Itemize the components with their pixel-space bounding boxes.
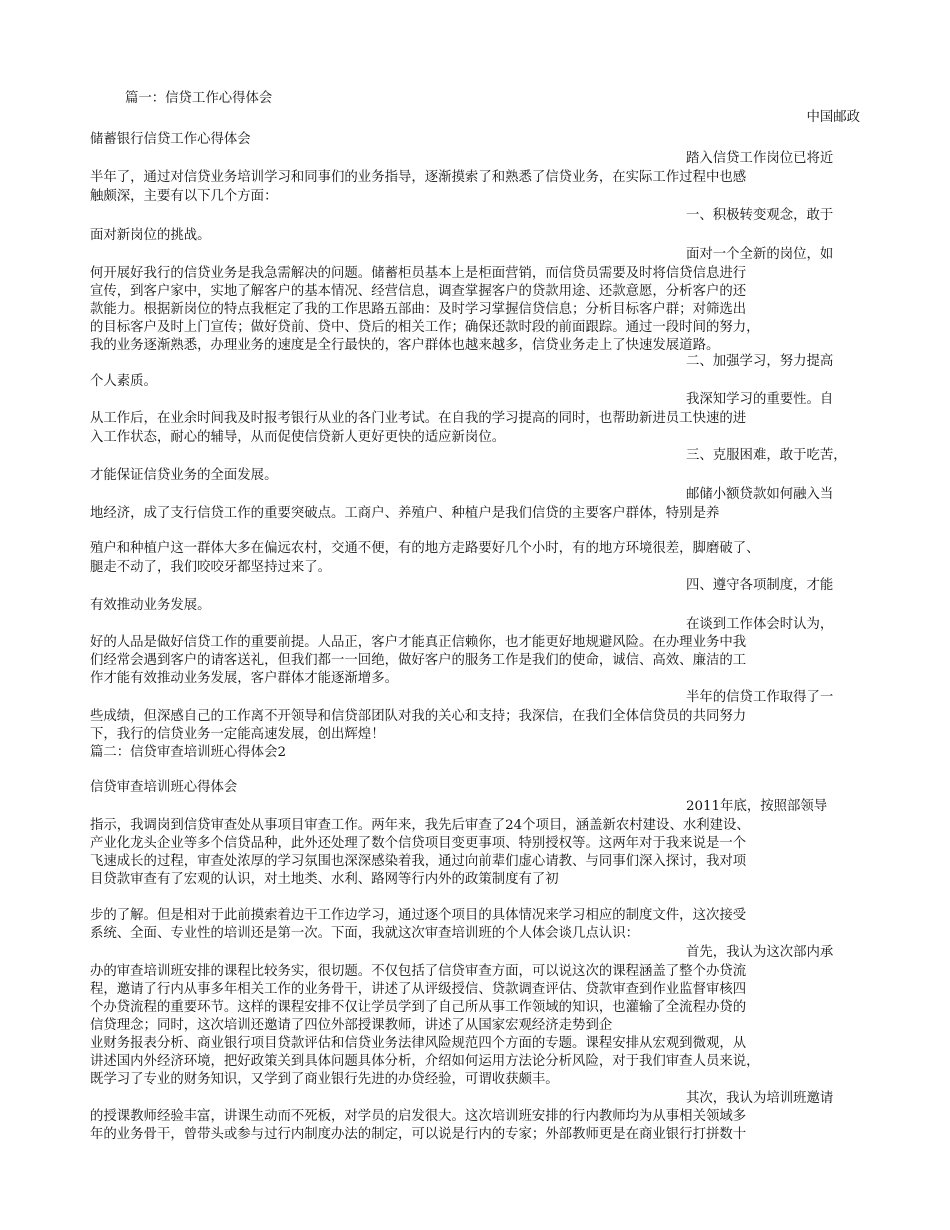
text-line: 步的了解。但是相对于此前摸索着边干工作边学习，通过逐个项目的具体情况来学习相应的制度文件，这次接受	[90, 908, 747, 923]
text-line: 款能力。根据新岗位的特点我框定了我的工作思路五部曲：及时学习掌握信贷信息；分析目标客户群；对筛选出	[90, 302, 747, 317]
text-line: 我深知学习的重要性。自	[686, 392, 834, 407]
subheading: 二、加强学习，努力提高	[686, 354, 834, 369]
text-line: 腿走不动了，我们咬咬牙都坚持过来了。	[90, 560, 332, 575]
subheading: 四、遵守各项制度，才能	[686, 578, 834, 593]
text-line: 半年的信贷工作取得了一	[686, 690, 834, 705]
text-line: 我的业务逐渐熟悉，办理业务的速度是全行最快的，客户群体也越来越多，信贷业务走上了快速发展道路。	[90, 338, 720, 353]
text-line: 踏入信贷工作岗位已将近	[686, 151, 834, 166]
text-line: 作才能有效推动业务发展，客户群体才能逐渐增多。	[90, 671, 398, 686]
text-line: 好的人品是做好信贷工作的重要前提。人品正，客户才能真正信赖你，也才能更好地规避风险。在办理业务中我	[90, 635, 747, 650]
text-line: 信贷理念；同时，这次培训还邀请了四位外部授课教师，讲述了从国家宏观经济走势到企	[90, 1018, 613, 1033]
text-line: 既学习了专业的财务知识，又学到了商业银行先进的办贷经验，可谓收获颇丰。	[90, 1072, 559, 1087]
text-line: 中国邮政	[806, 110, 860, 125]
text-line: 指示，我调岗到信贷审查处从事项目审查工作。两年来，我先后审查了24个项目，涵盖新农村建设、水利建设、	[90, 818, 750, 833]
text-line: 目贷款审查有了宏观的认识，对土地类、水利、路网等行内外的政策制度有了初	[90, 872, 559, 887]
text-line: 其次，我认为培训班邀请	[686, 1091, 834, 1106]
text-line: 系统、全面、专业性的培训还是第一次。下面，我就这次审查培训班的个人体会谈几点认识：	[90, 926, 640, 941]
text-line: 储蓄银行信贷工作心得体会	[90, 132, 251, 147]
text-line: 触颇深，主要有以下几个方面：	[90, 189, 278, 204]
text-line: 个办贷流程的重要环节。这样的课程安排不仅让学员学到了自己所从事工作领域的知识，也灌输了全流程办贷的	[90, 1000, 747, 1015]
text-line: 面对一个全新的岗位，如	[686, 247, 834, 262]
text-line: 下，我行的信贷业务一定能高速发展，创出辉煌！	[90, 727, 385, 742]
subheading: 面对新岗位的挑战。	[90, 228, 211, 243]
subheading: 有效推动业务发展。	[90, 598, 211, 613]
text-line: 从工作后，在业余时间我及时报考银行从业的各门业考试。在自我的学习提高的同时，也帮助新进员工快速的进	[90, 411, 747, 426]
text-line: 产业化龙头企业等多个信贷品种，此外还处理了数个信贷项目变更事项、特别授权等。这两年对于我来说是一个	[90, 836, 747, 851]
subheading: 个人素质。	[90, 374, 157, 389]
text-line: 地经济，成了支行信贷工作的重要突破点。工商户、养殖户、种植户是我们信贷的主要客户群体，特别是养	[90, 506, 720, 521]
text-line: 在谈到工作体会时认为，	[686, 617, 834, 632]
text-line: 飞速成长的过程，审查处浓厚的学习氛围也深深感染着我，通过向前辈们虚心请教、与同事们深入探讨，我对项	[90, 854, 747, 869]
text-line: 业财务报表分析、商业银行项目贷款评估和信贷业务法律风险规范四个方面的专题。课程安排从宏观到微观，从	[90, 1036, 747, 1051]
article-title: 信贷审查培训班心得体会	[90, 780, 238, 795]
text-line: 宣传，到客户家中，实地了解客户的基本情况、经营信息，调查掌握客户的贷款用途、还款意愿，分析客户的还	[90, 284, 747, 299]
section-heading-2: 篇二：信贷审查培训班心得体会2	[90, 745, 286, 760]
text-line: 年的业务骨干，曾带头或参与过行内制度办法的制定，可以说是行内的专家；外部教师更是在商业银行打拼数十	[90, 1127, 747, 1142]
text-line: 办的审查培训班安排的课程比较务实，很切题。不仅包括了信贷审查方面，可以说这次的课程涵盖了整个办贷流	[90, 964, 747, 979]
subheading: 三、克服困难，敢于吃苦，	[686, 448, 847, 463]
text-line: 邮储小额贷款如何融入当	[686, 487, 834, 502]
text-line: 们经常会遇到客户的请客送礼，但我们都一一回绝，做好客户的服务工作是我们的使命，诚信、高效、廉洁的工	[90, 653, 747, 668]
text-line: 的授课教师经验丰富，讲课生动而不死板，对学员的启发很大。这次培训班安排的行内教师均为从事相关领域多	[90, 1109, 747, 1124]
subheading: 一、积极转变观念，敢于	[686, 208, 834, 223]
text-line: 殖户和种植户这一群体大多在偏远农村，交通不便，有的地方走路要好几个小时，有的地方环境很差，脚磨破了、	[90, 541, 760, 556]
text-line: 入工作状态，耐心的辅导，从而促使信贷新人更好更快的适应新岗位。	[90, 430, 506, 445]
text-line: 的目标客户及时上门宣传；做好贷前、贷中、贷后的相关工作；确保还款时段的前面跟踪。通过一段时间的努力，	[90, 320, 760, 335]
text-line: 半年了，通过对信贷业务培训学习和同事们的业务指导，逐渐摸索了和熟悉了信贷业务，在实际工作过程中也感	[90, 170, 747, 185]
section-heading-1: 篇一：信贷工作心得体会	[125, 91, 273, 106]
subheading: 才能保证信贷业务的全面发展。	[90, 468, 278, 483]
text-line: 些成绩，但深感自己的工作离不开领导和信贷部团队对我的关心和支持；我深信，在我们全体信贷员的共同努力	[90, 709, 747, 724]
text-line: 何开展好我行的信贷业务是我急需解决的问题。储蓄柜员基本上是柜面营销，而信贷员需要及时将信贷信息进行	[90, 266, 747, 281]
text-line: 首先，我认为这次部内承	[686, 945, 834, 960]
text-line: 讲述国内外经济环境，把好政策关到具体问题具体分析，介绍如何运用方法论分析风险，对于我们审查人员来说，	[90, 1054, 760, 1069]
text-line: 2011年底，按照部领导	[686, 799, 828, 814]
text-line: 程，邀请了行内从事多年相关工作的业务骨干，讲述了从评级授信、贷款调查评估、贷款审查到作业监督审核四	[90, 982, 747, 997]
